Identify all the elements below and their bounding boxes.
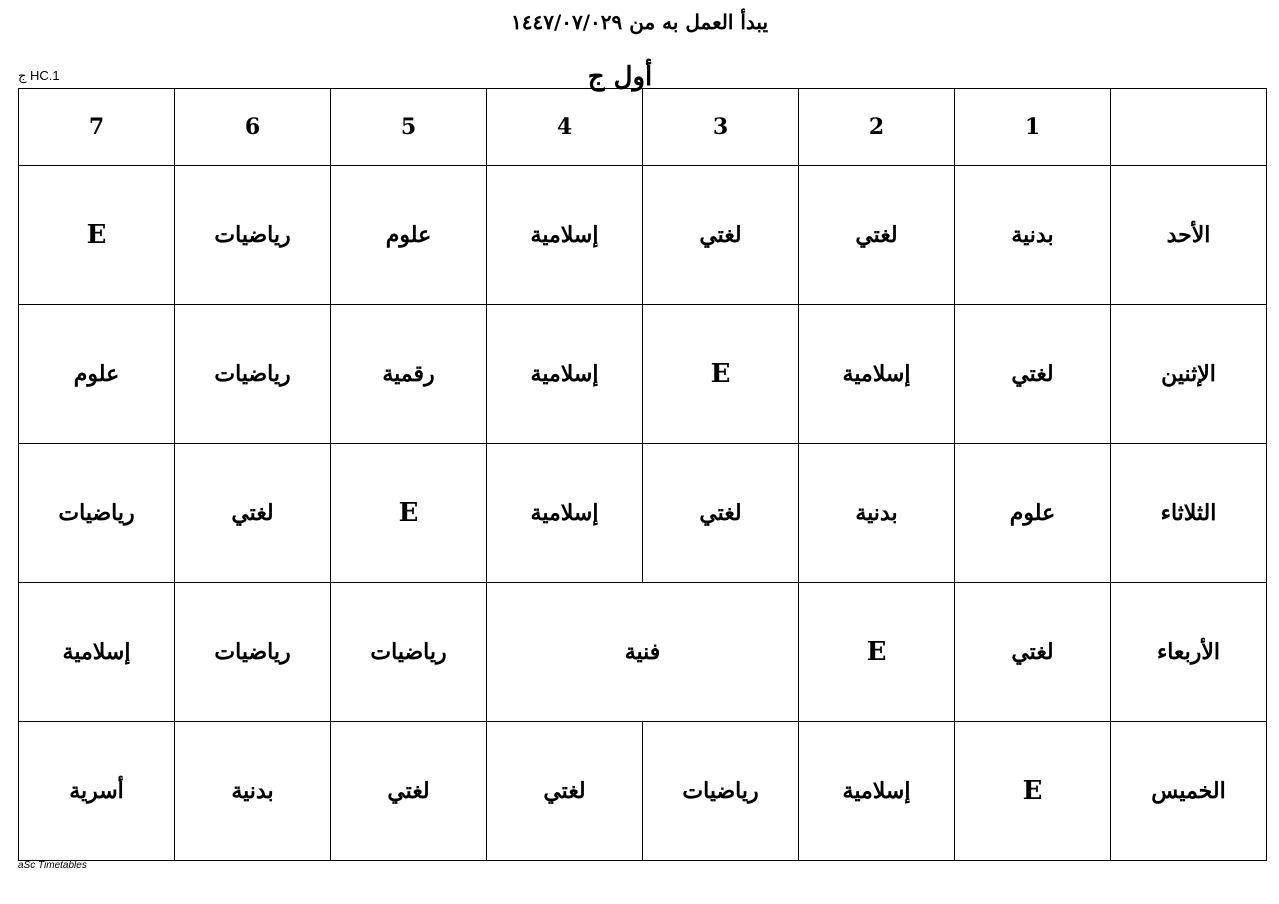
period-header-5: 5	[331, 89, 487, 166]
lesson-cell: E	[955, 722, 1111, 861]
lesson-cell: علوم	[331, 166, 487, 305]
period-header-7: 7	[19, 89, 175, 166]
day-row	[19, 722, 1267, 861]
lesson-cell: لغتي	[955, 583, 1111, 722]
lesson-cell: لغتي	[487, 722, 643, 861]
day-label: الخميس	[1111, 722, 1267, 861]
period-header-4: 4	[487, 89, 643, 166]
day-row	[19, 166, 1267, 305]
period-header-6: 6	[175, 89, 331, 166]
lesson-cell: لغتي	[643, 166, 799, 305]
lesson-cell: رياضيات	[175, 583, 331, 722]
lesson-cell: رياضيات	[19, 444, 175, 583]
day-label: الإثنين	[1111, 305, 1267, 444]
generator-note: aSc Timetables	[18, 860, 87, 871]
lesson-cell: علوم	[19, 305, 175, 444]
lesson-cell: بدنية	[955, 166, 1111, 305]
day-label: الأحد	[1111, 166, 1267, 305]
day-row	[19, 444, 1267, 583]
lesson-cell: E	[331, 444, 487, 583]
lesson-cell: إسلامية	[487, 444, 643, 583]
lesson-cell: بدنية	[175, 722, 331, 861]
lesson-cell: علوم	[955, 444, 1111, 583]
lesson-cell: أسرية	[19, 722, 175, 861]
lesson-cell: رياضيات	[175, 305, 331, 444]
lesson-cell: رياضيات	[175, 166, 331, 305]
lesson-cell: رقمية	[331, 305, 487, 444]
lesson-cell: E	[19, 166, 175, 305]
lesson-cell: إسلامية	[799, 722, 955, 861]
period-header-1: 1	[955, 89, 1111, 166]
lesson-cell: فنية	[487, 583, 799, 722]
day-label: الأربعاء	[1111, 583, 1267, 722]
lesson-cell: رياضيات	[331, 583, 487, 722]
lesson-cell: لغتي	[175, 444, 331, 583]
lesson-cell: E	[799, 583, 955, 722]
lesson-cell: لغتي	[799, 166, 955, 305]
lesson-cell: لغتي	[955, 305, 1111, 444]
day-label: الثلاثاء	[1111, 444, 1267, 583]
day-row	[19, 305, 1267, 444]
timetable-grid	[18, 88, 1267, 861]
lesson-cell: إسلامية	[487, 305, 643, 444]
corner-cell	[1111, 89, 1267, 166]
effective-date-title: يبدأ العمل به من ١٤٤٧/٠٧/٠٢٩	[510, 10, 769, 34]
class-name-heading: أول ج	[587, 62, 653, 92]
lesson-cell: بدنية	[799, 444, 955, 583]
period-header-2: 2	[799, 89, 955, 166]
lesson-cell: لغتي	[643, 444, 799, 583]
period-header-3: 3	[643, 89, 799, 166]
lesson-cell: إسلامية	[799, 305, 955, 444]
lesson-cell: لغتي	[331, 722, 487, 861]
day-row	[19, 583, 1267, 722]
lesson-cell: رياضيات	[643, 722, 799, 861]
lesson-cell: إسلامية	[19, 583, 175, 722]
lesson-cell: E	[643, 305, 799, 444]
lesson-cell: إسلامية	[487, 166, 643, 305]
period-header-row	[19, 89, 1267, 166]
class-code-label: ج HC.1	[18, 68, 60, 83]
timetable-body	[19, 89, 1267, 861]
